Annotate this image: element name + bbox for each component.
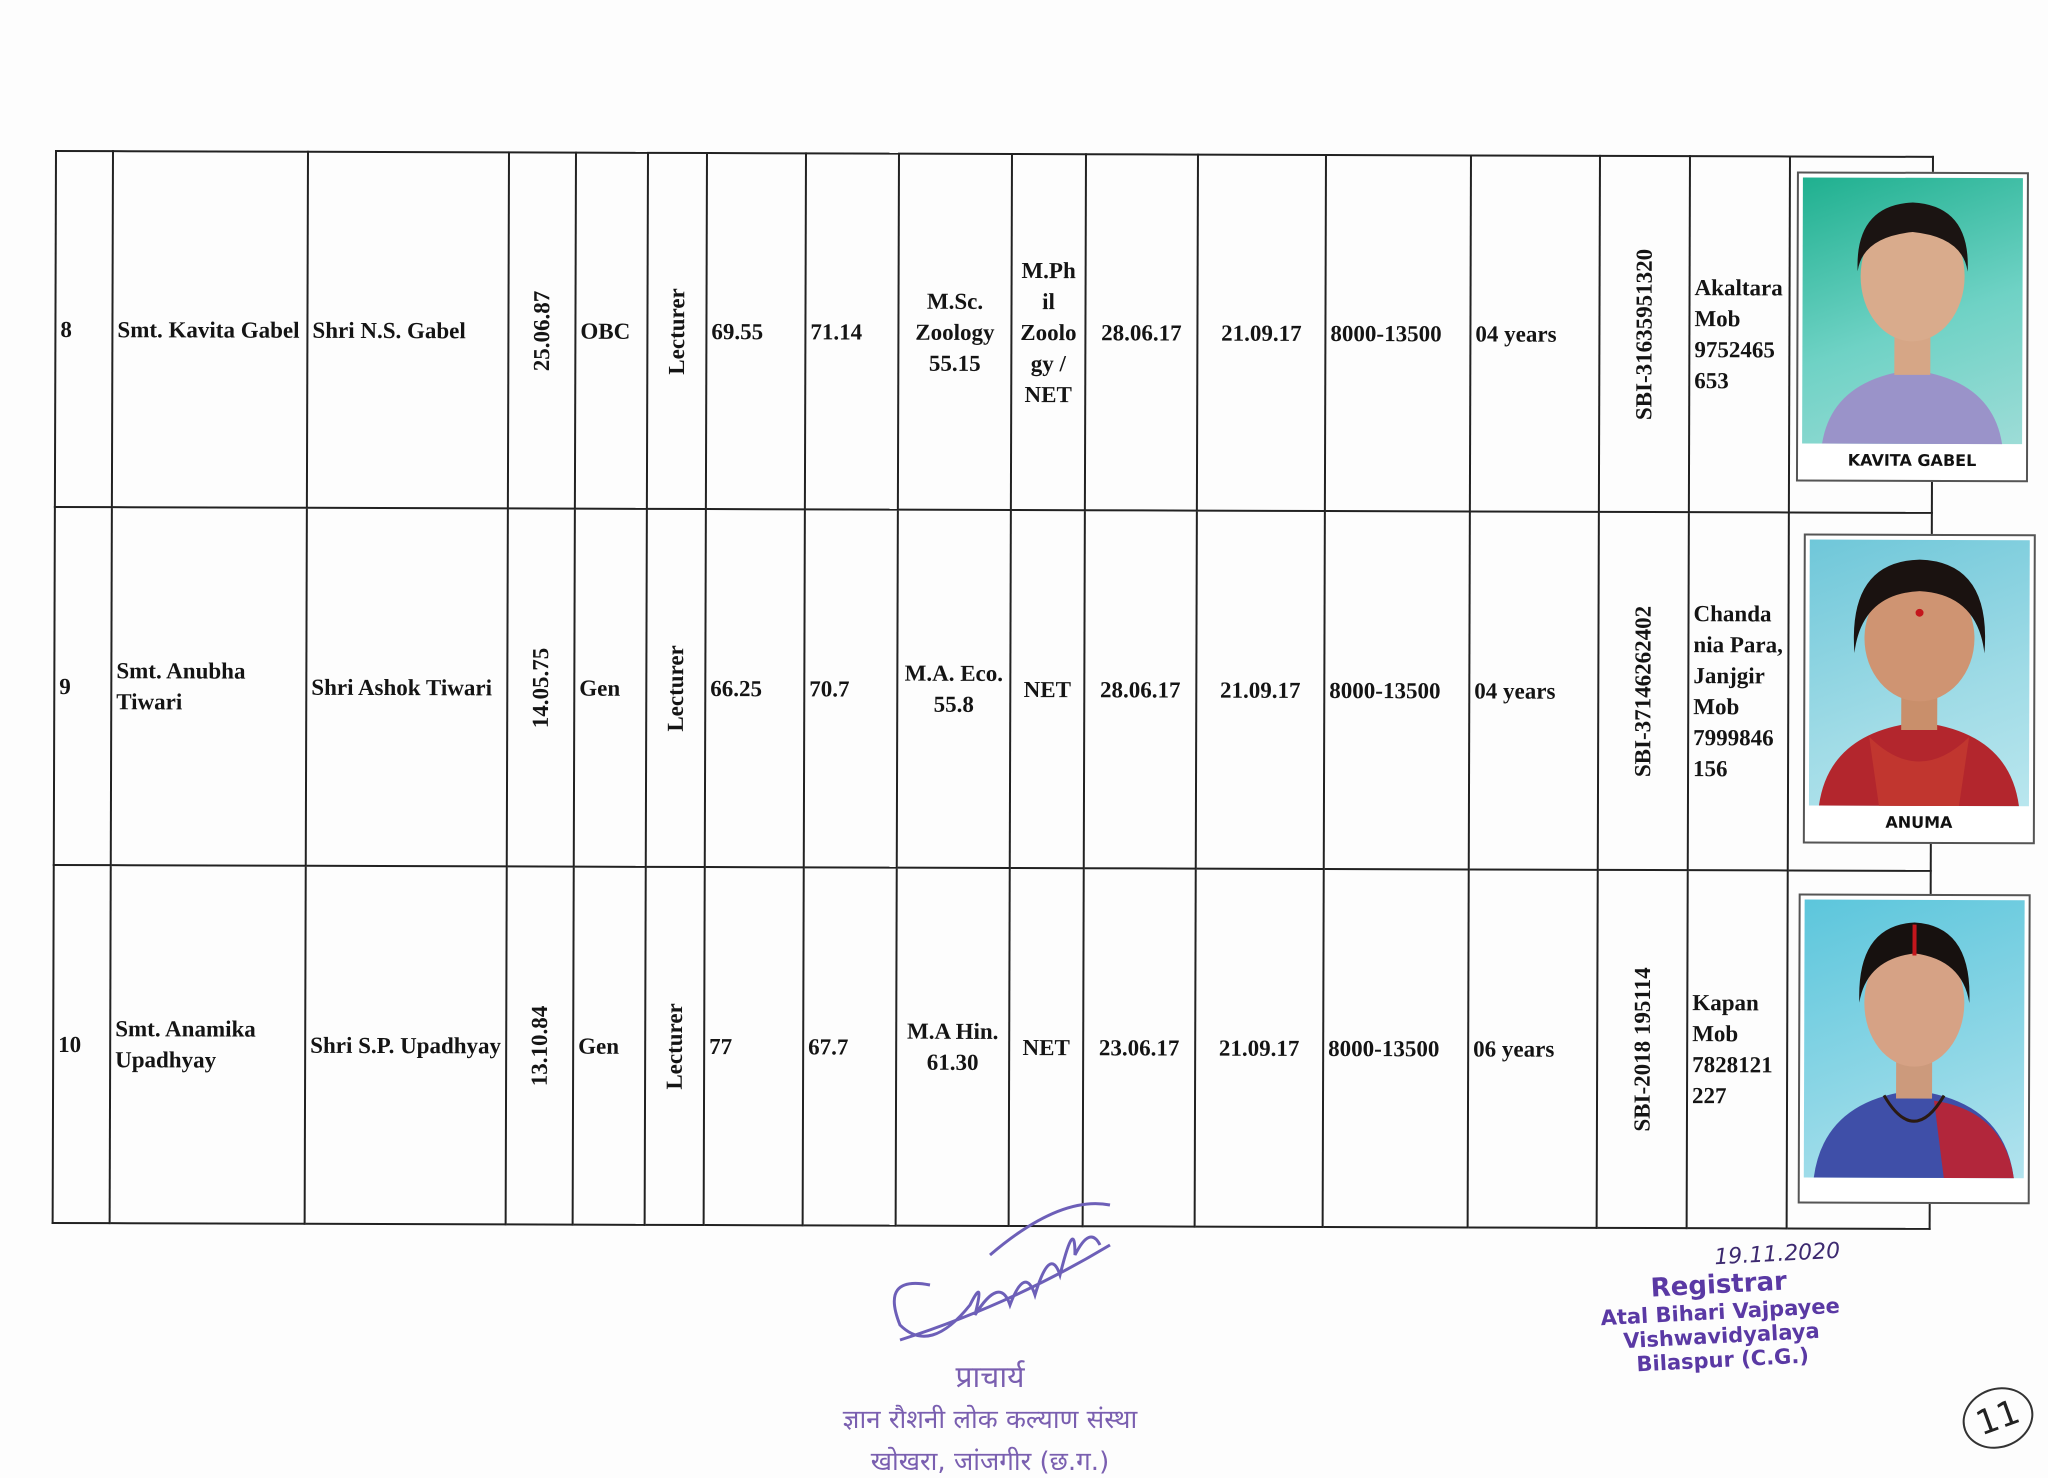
photo-caption — [1800, 1197, 2028, 1198]
portrait-image — [1809, 540, 2030, 807]
pg-qualification: M.Sc. Zoology 55.15 — [898, 154, 1012, 510]
address-mobile: Akaltara Mob 9752465 653 — [1689, 156, 1790, 512]
photo-cell — [1788, 512, 1953, 870]
extra-qualification: NET — [1010, 510, 1085, 868]
bank-account-cell — [1597, 870, 1688, 1228]
principal-signature-block — [800, 1150, 1180, 1478]
date-1: 28.06.17 — [1085, 154, 1198, 510]
serial-number: 8 — [55, 151, 113, 507]
passport-photo — [1803, 533, 2036, 844]
pg-qualification: M.A Hin. 61.30 — [896, 868, 1010, 1226]
organisation-name: ज्ञान रौशनी लोक कल्याण संस्था — [842, 1405, 1138, 1435]
portrait-image — [1802, 177, 2023, 444]
pay-scale: 8000-13500 — [1325, 155, 1471, 511]
designation-cell — [645, 867, 705, 1225]
score-2: 67.7 — [803, 867, 897, 1225]
date-of-birth-cell — [506, 866, 574, 1224]
father-name: Shri N.S. Gabel — [307, 152, 509, 509]
teacher-name: Smt. Kavita Gabel — [112, 151, 308, 508]
designation-cell — [646, 509, 706, 867]
bank-account: SBI-31635951320 — [1631, 248, 1658, 420]
pay-scale: 8000-13500 — [1324, 511, 1470, 869]
father-name: Shri Ashok Tiwari — [306, 508, 508, 867]
signed-date: 19.11.2020 — [1713, 1238, 1841, 1271]
designation: Lecturer — [664, 287, 690, 375]
photo-cell — [1787, 870, 1931, 1228]
university-name: Atal Bihari Vajpayee Vishwavidyalaya — [1600, 1293, 1841, 1354]
date-of-birth: 25.06.87 — [529, 290, 555, 371]
faculty-table-wrapper — [52, 150, 1977, 1228]
designation: Lecturer — [662, 1002, 688, 1090]
faculty-table — [52, 150, 1977, 1230]
passport-photo — [1796, 171, 2029, 482]
principal-designation: प्राचार्य — [955, 1360, 1025, 1395]
teacher-name: Smt. Anubha Tiwari — [111, 507, 307, 866]
experience: 04 years — [1469, 511, 1599, 869]
bank-account: SBI-2018 195114 — [1629, 966, 1655, 1132]
photo-caption: ANUMA — [1885, 812, 1953, 832]
principal-signature — [860, 1155, 1120, 1355]
portrait-image — [1804, 900, 2025, 1179]
pay-scale: 8000-13500 — [1323, 869, 1469, 1227]
score-1: 77 — [704, 867, 804, 1225]
father-name: Shri S.P. Upadhyay — [305, 866, 507, 1225]
passport-photo — [1798, 893, 2031, 1204]
date-of-birth: 14.05.75 — [528, 647, 554, 728]
bank-account-cell — [1599, 156, 1690, 512]
bank-account: SBI-37146262402 — [1630, 605, 1657, 777]
photo-cell — [1789, 156, 1977, 512]
pg-qualification: M.A. Eco. 55.8 — [897, 510, 1011, 868]
date-2: 21.09.17 — [1196, 511, 1325, 869]
table-row — [54, 507, 1932, 871]
serial-number: 9 — [54, 507, 112, 865]
date-1: 28.06.17 — [1084, 510, 1197, 868]
serial-number: 10 — [53, 865, 111, 1223]
registrar-title: Registrar — [1649, 1266, 1788, 1304]
address-mobile: Kapan Mob 7828121 227 — [1687, 870, 1788, 1228]
organisation-place: खोखरा, जांजगीर (छ.ग.) — [870, 1447, 1110, 1477]
category: Gen — [573, 867, 646, 1225]
score-2: 70.7 — [804, 509, 898, 867]
category: Gen — [574, 509, 647, 867]
date-of-birth-cell — [507, 508, 575, 866]
date-of-birth: 13.10.84 — [527, 1005, 553, 1086]
photo-caption: KAVITA GABEL — [1847, 450, 1977, 471]
designation-cell — [647, 153, 707, 509]
university-city: Bilaspur (C.G.) — [1635, 1343, 1810, 1377]
address-mobile: Chanda nia Para, Janjgir Mob 7999846 156 — [1688, 512, 1789, 870]
category: OBC — [575, 153, 648, 509]
score-1: 69.55 — [706, 153, 806, 509]
score-1: 66.25 — [705, 509, 805, 867]
page-number: 11 — [1954, 1377, 2042, 1458]
extra-qualification: M.Ph il Zoolo gy / NET — [1011, 154, 1086, 510]
registrar-seal — [1522, 1235, 1918, 1382]
score-2: 71.14 — [805, 153, 899, 509]
date-2: 21.09.17 — [1195, 869, 1324, 1227]
extra-qualification: NET — [1009, 868, 1084, 1226]
date-1: 23.06.17 — [1083, 868, 1196, 1226]
bank-account-cell — [1598, 512, 1689, 870]
experience: 04 years — [1470, 155, 1600, 511]
date-2: 21.09.17 — [1197, 155, 1326, 511]
designation: Lecturer — [663, 644, 689, 732]
table-row — [55, 151, 1933, 513]
date-of-birth-cell — [508, 152, 576, 508]
experience: 06 years — [1468, 869, 1598, 1227]
teacher-name: Smt. Anamika Upadhyay — [110, 865, 306, 1224]
